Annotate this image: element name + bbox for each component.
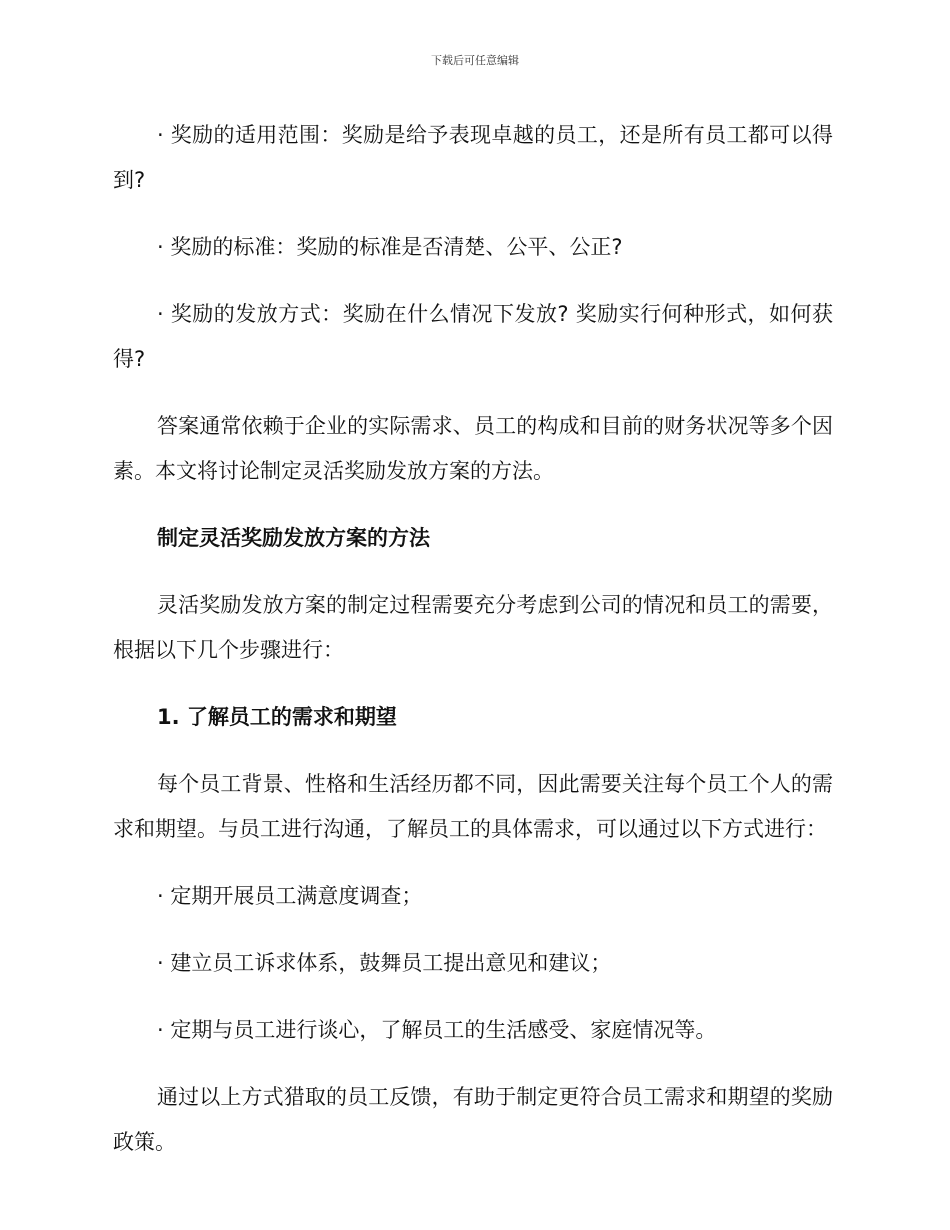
bullet-reward-scope: · 奖励的适用范围：奖励是给予表现卓越的员工，还是所有员工都可以得到? xyxy=(113,123,833,192)
paragraph-process-intro: 灵活奖励发放方案的制定过程需要充分考虑到公司的情况和员工的需要，根据以下几个步骤进行： xyxy=(113,593,833,662)
document-body xyxy=(113,113,833,1187)
bullet-regular-talks: · 定期与员工进行谈心，了解员工的生活感受、家庭情况等。 xyxy=(157,1018,717,1042)
bullet-satisfaction-survey: · 定期开展员工满意度调查； xyxy=(157,884,423,908)
bullet-reward-standard: · 奖励的标准：奖励的标准是否清楚、公平、公正? xyxy=(157,235,623,259)
page-header: 下载后可任意编辑 xyxy=(431,54,519,67)
step-heading-understand-needs: 1. 了解员工的需求和期望 xyxy=(157,705,397,729)
bullet-feedback-system: · 建立员工诉求体系，鼓舞员工提出意见和建议； xyxy=(157,951,612,975)
paragraph-answer-intro: 答案通常依赖于企业的实际需求、员工的构成和目前的财务状况等多个因素。本文将讨论制定灵活奖励发放方案的方法。 xyxy=(113,414,833,483)
paragraph-employee-needs: 每个员工背景、性格和生活经历都不同，因此需要关注每个员工个人的需求和期望。与员工进行沟通，了解员工的具体需求，可以通过以下方式进行： xyxy=(113,772,833,841)
section-heading-methods: 制定灵活奖励发放方案的方法 xyxy=(157,526,430,550)
bullet-reward-distribution: · 奖励的发放方式：奖励在什么情况下发放? 奖励实行何种形式，如何获得? xyxy=(113,302,833,371)
paragraph-conclusion: 通过以上方式猎取的员工反馈，有助于制定更符合员工需求和期望的奖励政策。 xyxy=(113,1085,833,1154)
